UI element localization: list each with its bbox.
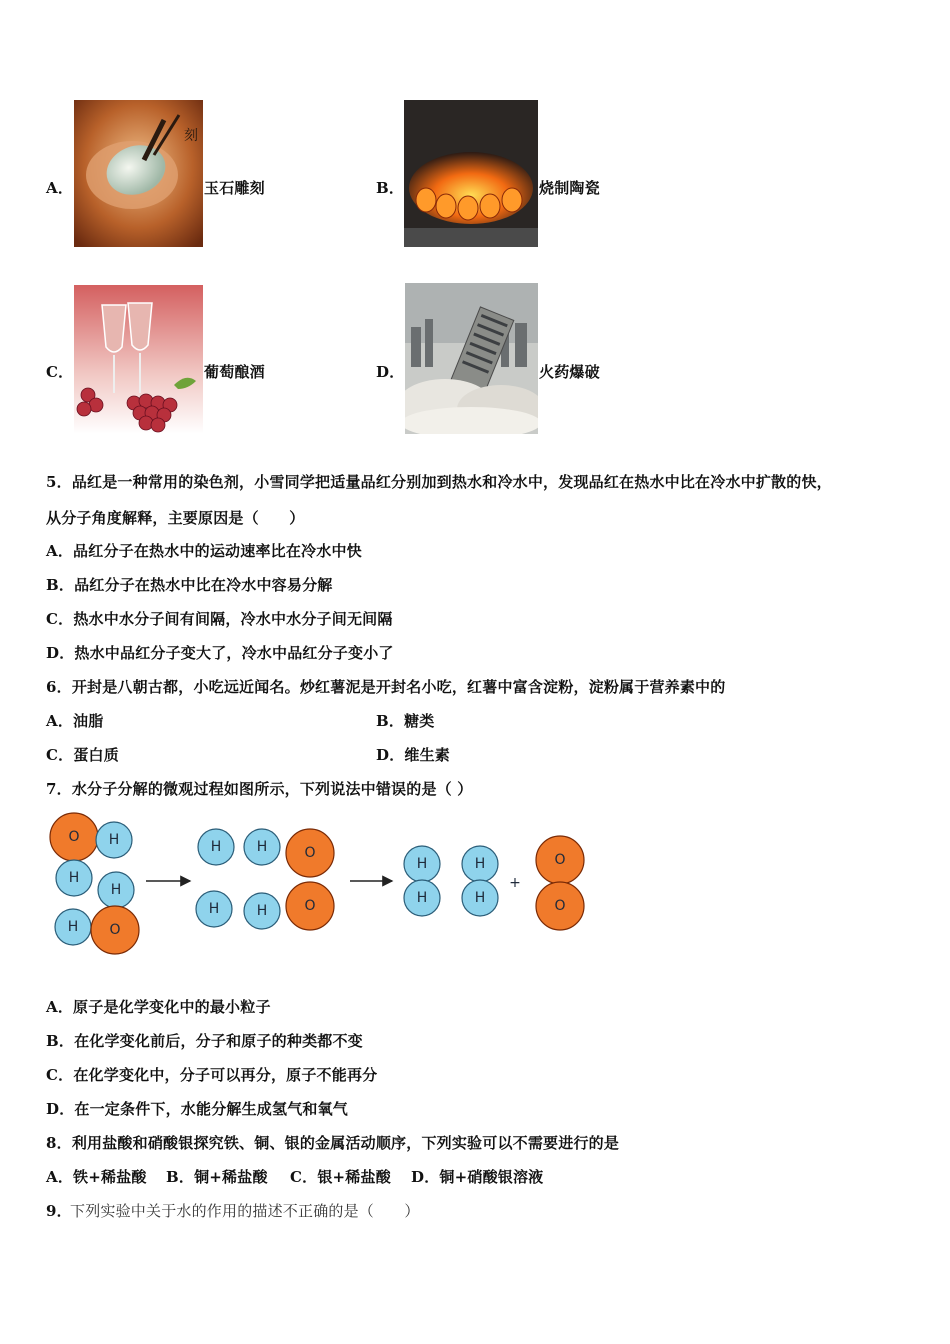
option-caption-a: 玉石雕刻 (204, 179, 265, 197)
option-letter-d: D． (376, 363, 405, 381)
grape-wine-photo (74, 285, 203, 434)
q5-option-c: C．热水中水分子间有间隔，冷水中水分子间无间隔 (46, 610, 393, 628)
svg-text:H: H (67, 919, 79, 935)
svg-text:O: O (109, 922, 121, 938)
q9-number: 9． (46, 1202, 72, 1220)
q6-option-a: A．油脂 (46, 712, 104, 730)
q8-option-d: D．铜+硝酸银溶液 (411, 1168, 544, 1186)
q5-option-a: A．品红分子在热水中的运动速率比在冷水中快 (46, 542, 362, 560)
svg-text:O: O (304, 898, 316, 914)
q7-option-b: B．在化学变化前后，分子和原子的种类都不变 (46, 1032, 363, 1050)
q7-stem: 7．水分子分解的微观过程如图所示，下列说法中错误的是（ ） (46, 780, 473, 798)
q5-option-b: B．品红分子在热水中比在冷水中容易分解 (46, 576, 333, 594)
separated-atoms-group (196, 829, 334, 930)
option-letter-a: A． (46, 179, 74, 197)
plus-sign: + (509, 875, 521, 891)
q5-stem-line1: 5．品红是一种常用的染色剂，小雪同学把适量品红分别加到热水和冷水中，发现品红在热水中比在冷水中扩散的快， (46, 473, 832, 491)
q8-stem: 8．利用盐酸和硝酸银探究铁、铜、银的金属活动顺序，下列实验可以不需要进行的是 (46, 1134, 620, 1152)
svg-text:H: H (256, 903, 268, 919)
svg-text:O: O (554, 898, 566, 914)
q6-option-c: C．蛋白质 (46, 746, 119, 764)
q9-stem: 下列实验中关于水的作用的描述不正确的是（ ） (70, 1202, 420, 1220)
q7-option-c: C．在化学变化中，分子可以再分，原子不能再分 (46, 1066, 378, 1084)
q8-option-c: C．银+稀盐酸 (290, 1168, 391, 1186)
svg-text:O: O (554, 852, 566, 868)
q6-option-d: D．维生素 (376, 746, 451, 764)
svg-text:H: H (210, 839, 222, 855)
option-letter-b: B． (376, 179, 405, 197)
svg-text:刻: 刻 (184, 128, 198, 144)
q7-option-d: D．在一定条件下，水能分解生成氢气和氧气 (46, 1100, 349, 1118)
svg-text:H: H (256, 839, 268, 855)
water-molecules-group (50, 813, 139, 954)
svg-text:H: H (474, 856, 486, 872)
svg-text:H: H (416, 856, 428, 872)
svg-text:H: H (208, 901, 220, 917)
q6-stem: 6．开封是八朝古都，小吃远近闻名。炒红薯泥是开封名小吃，红薯中富含淀粉，淀粉属于营养素中的 (46, 678, 726, 696)
q8-option-a: A．铁+稀盐酸 (46, 1168, 147, 1186)
q5-option-d: D．热水中品红分子变大了，冷水中品红分子变小了 (46, 644, 394, 662)
jade-carving-photo (74, 100, 203, 247)
product-molecules-group (404, 836, 584, 930)
water-decomposition-diagram (40, 806, 600, 966)
svg-text:H: H (416, 890, 428, 906)
svg-text:H: H (474, 890, 486, 906)
svg-text:O: O (304, 845, 316, 861)
building-demolition-photo (405, 283, 538, 434)
option-caption-c: 葡萄酿酒 (204, 363, 265, 381)
q7-option-a: A．原子是化学变化中的最小粒子 (46, 998, 271, 1016)
q8-option-b: B．铜+稀盐酸 (166, 1168, 268, 1186)
option-caption-d: 火药爆破 (539, 363, 600, 381)
svg-text:H: H (68, 870, 80, 886)
option-caption-b: 烧制陶瓷 (539, 179, 600, 197)
q5-stem-line2: 从分子角度解释，主要原因是（ ） (46, 509, 305, 527)
q6-option-b: B．糖类 (376, 712, 435, 730)
svg-text:H: H (108, 832, 120, 848)
kiln-ceramics-photo (404, 100, 538, 247)
option-letter-c: C． (46, 363, 74, 381)
svg-text:O: O (68, 829, 80, 845)
svg-text:H: H (110, 882, 122, 898)
